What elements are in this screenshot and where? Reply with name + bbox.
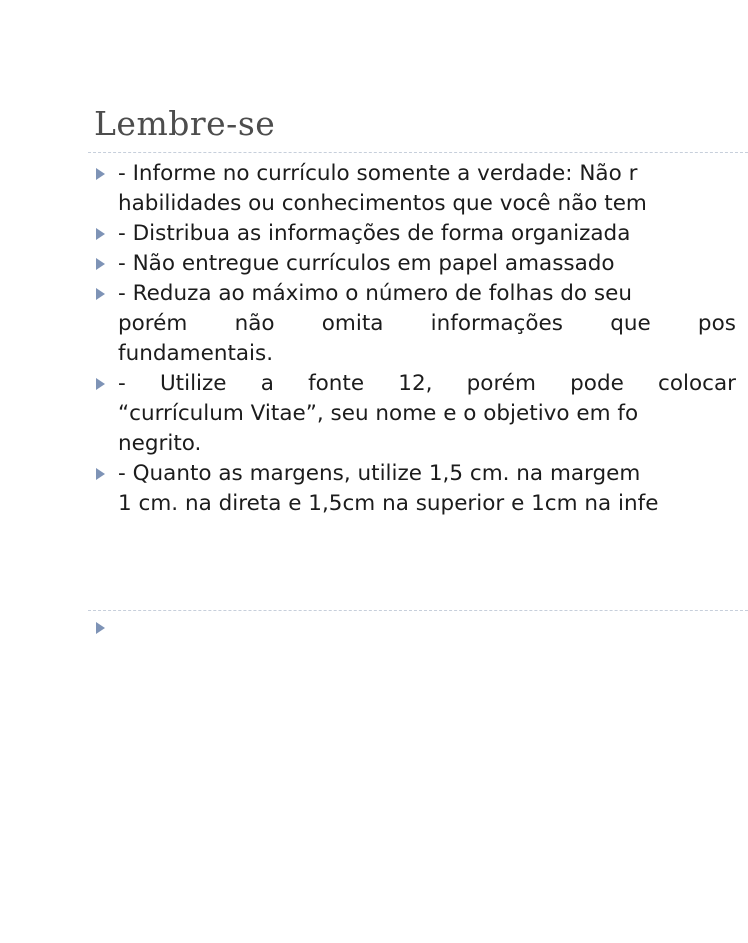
bullet-list — [96, 159, 736, 519]
triangle-bullet-icon — [96, 228, 105, 240]
bullet-line: - Reduza ao máximo o número de folhas do seu — [118, 281, 632, 306]
title-divider — [88, 152, 748, 153]
triangle-bullet-icon — [96, 168, 105, 180]
bullet-word: porém — [118, 311, 188, 336]
bullet-word: omita — [321, 311, 384, 336]
bullet-word: pode — [570, 371, 624, 396]
bullet-line: - Não entregue currículos em papel amassado — [118, 251, 615, 276]
bullet-word: que — [610, 311, 651, 336]
bullet-line: “currículum Vitae”, seu nome e o objetivo em fo — [118, 401, 639, 426]
bullet-line: - Quanto as margens, utilize 1,5 cm. na margem — [118, 461, 641, 486]
bullet-line-justified — [118, 309, 736, 339]
bullet-item — [96, 249, 736, 279]
bullet-word: colocar — [658, 371, 736, 396]
triangle-bullet-icon — [96, 468, 105, 480]
triangle-bullet-icon — [96, 258, 105, 270]
bullet-line: fundamentais. — [118, 341, 274, 366]
triangle-bullet-icon — [96, 622, 105, 634]
bullet-line: negrito. — [118, 431, 202, 456]
triangle-bullet-icon — [96, 378, 105, 390]
bullet-word: 12, — [398, 371, 433, 396]
bullet-item — [96, 369, 736, 459]
bullet-line: - Informe no currículo somente a verdade: Não r — [118, 161, 638, 186]
bullet-word: porém — [466, 371, 536, 396]
bullet-word: a — [260, 371, 274, 396]
content-divider — [88, 610, 748, 611]
bullet-word: pos — [697, 311, 736, 336]
slide-title: Lembre-se — [94, 104, 276, 143]
bullet-item — [96, 459, 736, 519]
bullet-line: habilidades ou conhecimentos que você não tem — [118, 191, 647, 216]
bullet-word: fonte — [308, 371, 365, 396]
bullet-line: 1 cm. na direta e 1,5cm na superior e 1cm na infe — [118, 491, 659, 516]
triangle-bullet-icon — [96, 288, 105, 300]
bullet-item — [96, 219, 736, 249]
bullet-line-justified — [118, 369, 736, 399]
bullet-item — [96, 159, 736, 219]
bullet-word: não — [234, 311, 275, 336]
bullet-word: - — [118, 371, 126, 396]
bullet-word: informações — [430, 311, 563, 336]
bullet-word: Utilize — [159, 371, 227, 396]
bullet-item — [96, 279, 736, 369]
bullet-line: - Distribua as informações de forma organizada — [118, 221, 631, 246]
